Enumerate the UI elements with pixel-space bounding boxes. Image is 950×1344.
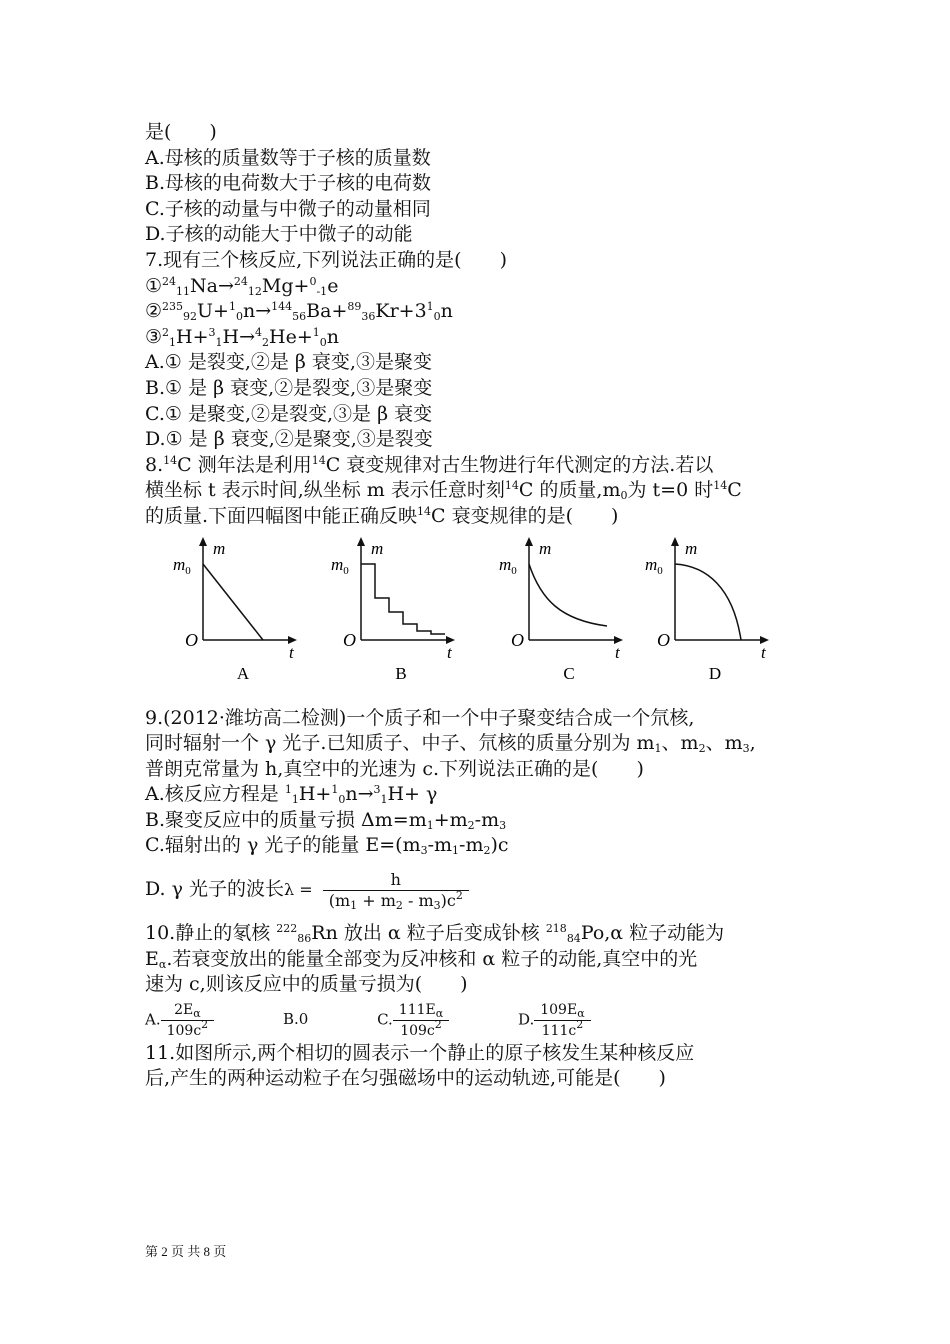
reaction-3: ③$^2_1$H+$^3_1$H→$^4_2$He+$^1_0$n — [145, 325, 340, 349]
question-7-stem: 7.现有三个核反应,下列说法正确的是( ) — [145, 248, 507, 271]
q10-option-d: D. $\frac{109E_\alpha}{111c^2}$ — [518, 1000, 591, 1041]
q9-option-d: D. γ 光子的波长λ = $\frac{h}{(m_1 + m_2 - m_3)c^2}$ — [145, 863, 825, 915]
svg-text:m: m — [685, 538, 698, 558]
q7-option-a: A.① 是裂变,②是 β 衰变,③是聚变 — [145, 351, 432, 374]
q10-line-2: $E_\alpha$.若衰变放出的能量全部变为反冲核和 α 粒子的动能,真空中的光 — [145, 947, 698, 971]
q10-option-b: B.0 — [282, 1010, 309, 1029]
svg-text:m0: $m_0$ — [499, 554, 517, 577]
svg-text:m: m — [213, 538, 226, 558]
decay-curve — [675, 564, 741, 640]
page-footer: 第 2 页 共 8 页 — [145, 1244, 227, 1259]
svg-text:O: O — [511, 629, 524, 650]
svg-text:A: A — [236, 663, 250, 683]
decay-curve — [529, 564, 607, 626]
q8-line-1: 8.14C 测年法是利用$^{14}$C 衰变规律对古生物进行年代测定的方法.若以 — [145, 453, 714, 476]
decay-graphs — [145, 534, 825, 694]
text-line: A.母核的质量数等于子核的质量数 — [145, 146, 431, 169]
q9-option-a: A.核反应方程是 $^1_1$H+$^1_0$n→$^3_1$H+ γ — [145, 783, 438, 807]
text-line: 是( ) — [145, 121, 217, 143]
graph-d — [645, 534, 775, 684]
q8-line-3: 的质量.下面四幅图中能正确反映$^{14}$C 衰变规律的是( ) — [145, 504, 619, 527]
q7-option-b: B.① 是 β 衰变,②是裂变,③是聚变 — [145, 376, 433, 399]
svg-text:m0: $m_0$ — [331, 554, 349, 577]
text-line: C.子核的动量与中微子的动量相同 — [145, 197, 431, 220]
q7-option-d: D.① 是 β 衰变,②是聚变,③是裂变 — [145, 428, 433, 451]
q10-line-3: 速为 c,则该反应中的质量亏损为( ) — [145, 973, 468, 996]
text-line: D.子核的动能大于中微子的动能 — [145, 223, 413, 246]
q9-line-2: 同时辐射一个 γ 光子.已知质子、中子、氘核的质量分别为 $m_1$、$m_2$、$m_3$, — [145, 732, 756, 756]
graph-b — [331, 534, 461, 684]
decay-curve — [361, 564, 445, 634]
q10-options — [145, 1000, 825, 1041]
q9-line-1: 9.(2012·潍坊高二检测)一个质子和一个中子聚变结合成一个氘核, — [145, 706, 695, 729]
svg-text:O: O — [657, 629, 670, 650]
q9-option-b: B.聚变反应中的质量亏损 $\Delta m=m_1+m_2-m_3$ — [145, 808, 507, 832]
q11-line-2: 后,产生的两种运动粒子在匀强磁场中的运动轨迹,可能是( ) — [145, 1067, 666, 1090]
wavelength-fraction: $\frac{h}{(m_1 + m_2 - m_3)c^2}$ — [323, 870, 469, 911]
q9-line-3: 普朗克常量为 h,真空中的光速为 c.下列说法正确的是( ) — [145, 757, 644, 780]
q10-option-c: C. $\frac{111E_\alpha}{109c^2}$ — [377, 1000, 449, 1041]
svg-text:m: m — [371, 538, 384, 558]
decay-curve — [203, 564, 263, 640]
q8-line-2: 横坐标 t 表示时间,纵坐标 m 表示任意时刻$^{14}$C 的质量$,m_0$为 t=0 时$^{14}$C — [145, 479, 742, 503]
reaction-1: ①$^{24}_{11}$Na→$^{24}_{12}$Mg+$^0_{-1}$e — [145, 274, 339, 298]
svg-text:O: O — [185, 629, 198, 650]
q9-option-c: C.辐射出的 γ 光子的能量 $E=(m_3-m_1-m_2)c$ — [145, 834, 509, 858]
q11-line-1: 11.如图所示,两个相切的圆表示一个静止的原子核发生某种核反应 — [145, 1041, 695, 1064]
q7-option-c: C.① 是聚变,②是裂变,③是 β 衰变 — [145, 402, 433, 425]
svg-text:t: t — [447, 642, 452, 662]
svg-text:O: O — [343, 629, 356, 650]
svg-text:D: D — [708, 663, 722, 683]
text-line: B.母核的电荷数大于子核的电荷数 — [145, 172, 432, 195]
svg-text:t: t — [615, 642, 620, 662]
svg-text:t: t — [289, 642, 294, 662]
svg-text:m0: $m_0$ — [645, 554, 663, 577]
svg-text:C: C — [563, 663, 575, 683]
svg-text:m: m — [539, 538, 552, 558]
svg-text:t: t — [761, 642, 766, 662]
graph-a — [173, 534, 303, 684]
q10-line-1: 10.静止的氡核 $^{222}_{86}$Rn 放出 α 粒子后变成钋核 $^{218}_{84}$Po,α 粒子动能为 — [145, 922, 725, 946]
document-body — [145, 120, 825, 1092]
reaction-2: $②^{235}_{92}U+^1_0n\to^{144}_{56}Ba+^{89}_{36}Kr+3^1_0n$ — [145, 300, 453, 324]
q10-option-a: A. $\frac{2E_\alpha}{109c^2}$ — [145, 1000, 214, 1041]
svg-text:B: B — [395, 663, 407, 683]
svg-text:m0: $m_0$ — [173, 554, 191, 577]
graph-c — [499, 534, 629, 684]
